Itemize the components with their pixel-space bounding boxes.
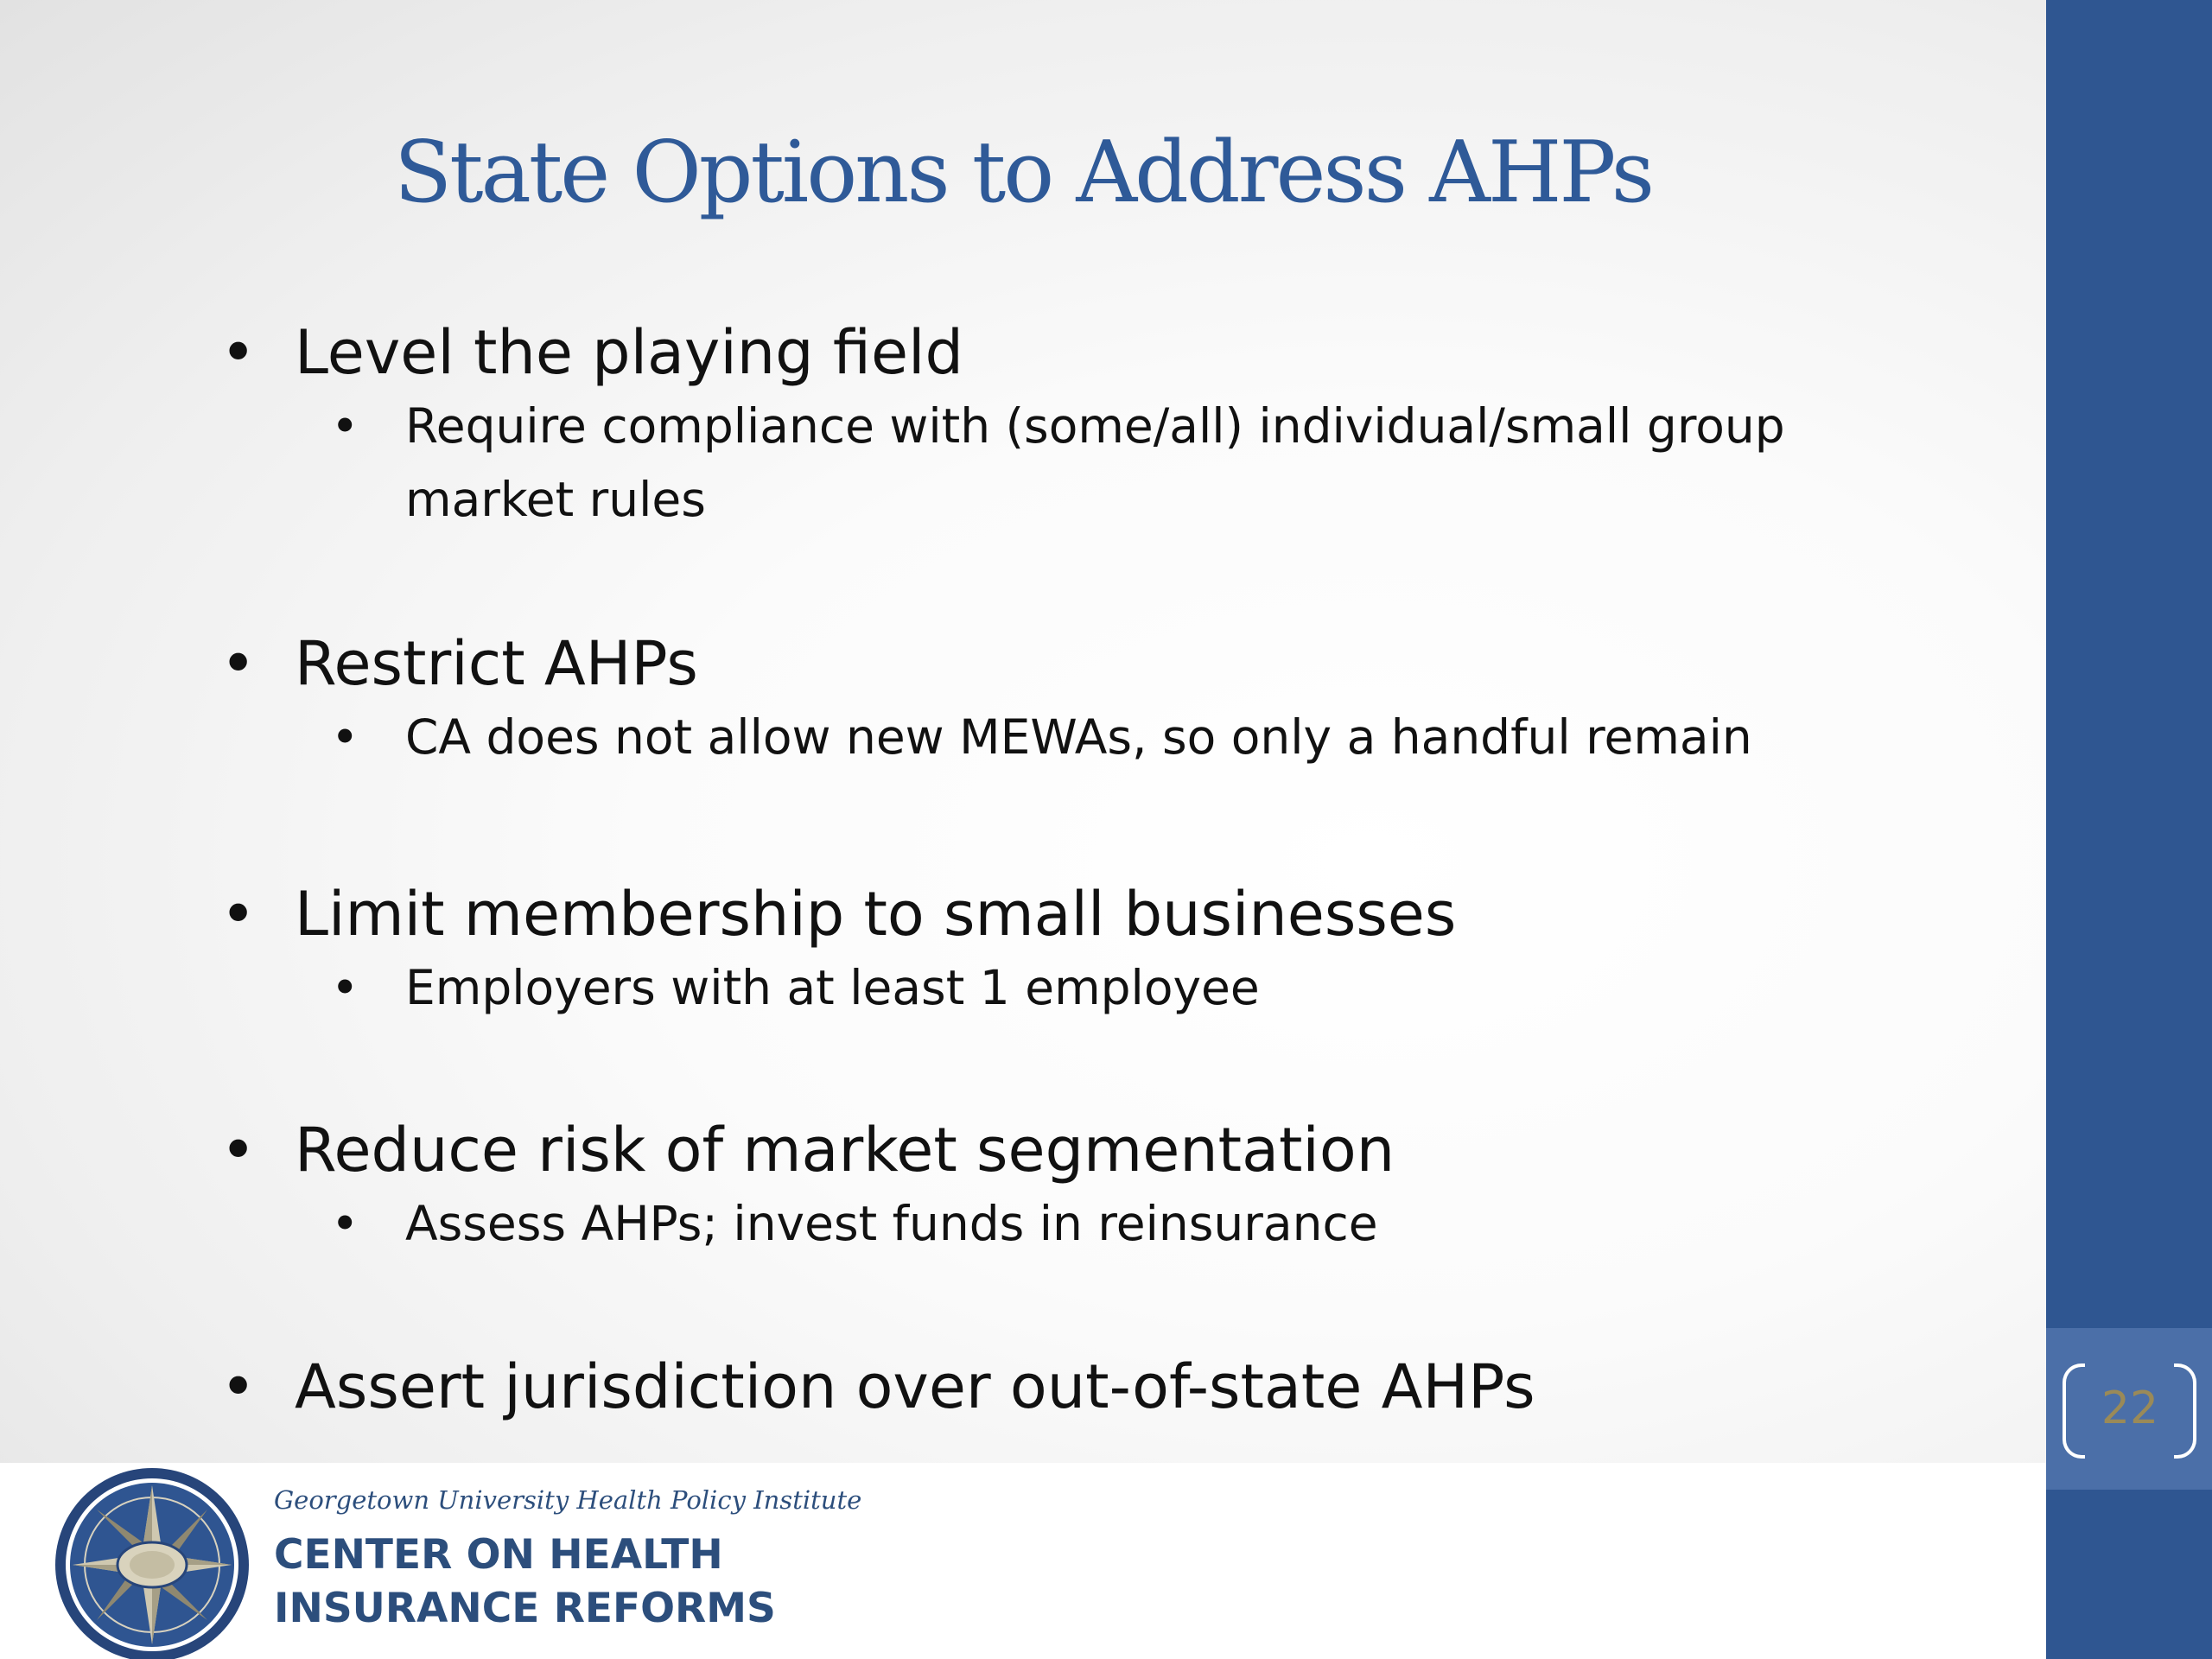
slide-title: State Options to Address AHPs xyxy=(393,124,1653,222)
bullet-icon: • xyxy=(220,628,257,699)
bullet-icon: • xyxy=(220,879,257,950)
org-name-line1: CENTER ON HEALTH xyxy=(274,1531,723,1579)
bullet-item-restrict-ahps xyxy=(220,626,1948,774)
bullet-level2 xyxy=(331,951,1948,1025)
sub-bullet-icon: • xyxy=(331,1196,359,1251)
bullet-text: Restrict AHPs xyxy=(295,628,698,699)
bullet-level1 xyxy=(220,315,1948,390)
sub-bullet-icon: • xyxy=(331,709,359,765)
bullet-level1 xyxy=(220,1350,1948,1424)
bullet-icon: • xyxy=(220,317,257,388)
sub-bullet-icon: • xyxy=(331,960,359,1015)
bullet-level1 xyxy=(220,1113,1948,1187)
bullet-text: Limit membership to small businesses xyxy=(295,879,1457,950)
sub-bullet-text: CA does not allow new MEWAs, so only a handful remain xyxy=(405,709,1752,765)
bullet-text: Reduce risk of market segmentation xyxy=(295,1115,1395,1185)
bullet-level1 xyxy=(220,626,1948,701)
bullet-item-reduce-risk xyxy=(220,1113,1948,1261)
sub-bullet-text: Require compliance with (some/all) individual/small group market rules xyxy=(405,398,1785,527)
page-number: 22 xyxy=(2101,1382,2159,1434)
bullet-item-limit-membership xyxy=(220,877,1948,1025)
sub-bullet-text: Employers with at least 1 employee xyxy=(405,960,1260,1015)
bullet-level1 xyxy=(220,877,1948,951)
org-tagline: Georgetown University Health Policy Institute xyxy=(274,1485,862,1515)
bullet-text: Assert jurisdiction over out-of-state AHPs xyxy=(295,1351,1535,1422)
sub-bullet-icon: • xyxy=(331,398,359,454)
right-bracket-icon xyxy=(2174,1363,2196,1459)
bullet-icon: • xyxy=(220,1115,257,1185)
bullet-level2 xyxy=(331,1187,1948,1261)
bullet-level2 xyxy=(331,701,1948,774)
left-bracket-icon xyxy=(2063,1363,2085,1459)
bullet-text: Level the playing field xyxy=(295,317,963,388)
org-name-line2: INSURANCE REFORMS xyxy=(274,1585,776,1632)
bullet-item-assert-jurisdiction xyxy=(220,1350,1948,1424)
bullet-icon: • xyxy=(220,1351,257,1422)
bullet-level2 xyxy=(331,390,1948,537)
bullet-item-level-playing-field xyxy=(220,315,1948,537)
sub-bullet-text: Assess AHPs; invest funds in reinsurance xyxy=(405,1196,1378,1251)
compass-rose-seal-icon xyxy=(54,1463,251,1659)
